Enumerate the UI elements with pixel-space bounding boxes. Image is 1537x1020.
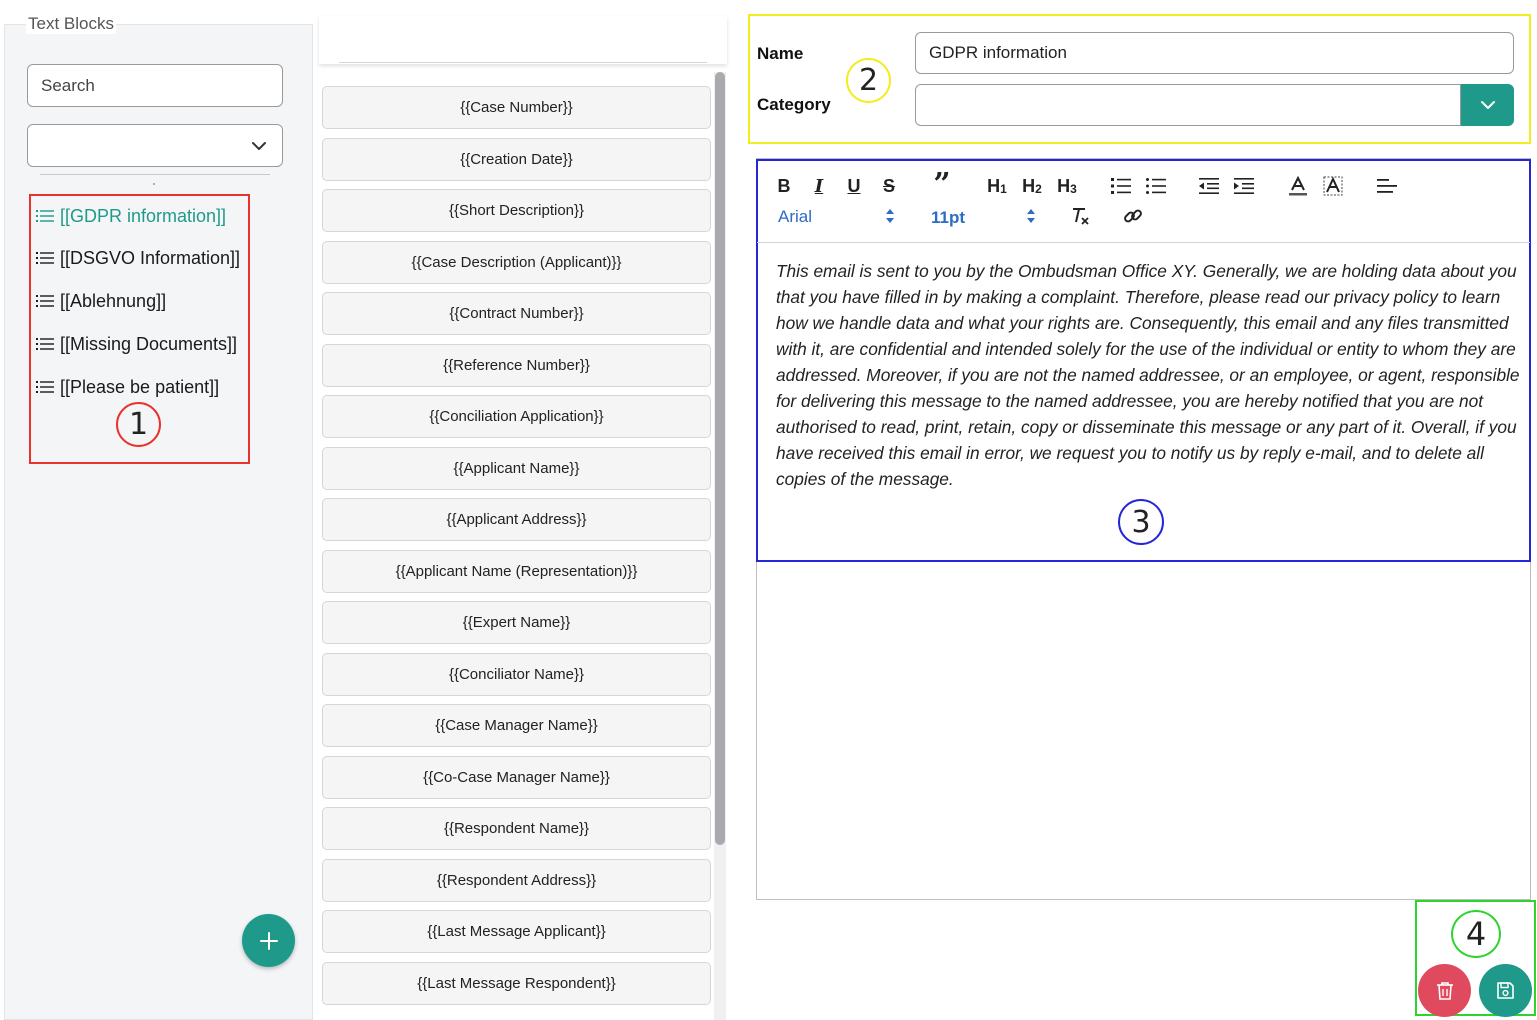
heading-1-label: H — [987, 175, 1001, 196]
toolbar-divider — [757, 242, 1530, 243]
text-block-label: [[Missing Documents]] — [60, 333, 238, 354]
placeholder-button[interactable]: {{Applicant Name}} — [322, 447, 711, 490]
placeholder-button[interactable]: {{Co-Case Manager Name}} — [322, 756, 711, 799]
divider-dot — [153, 183, 155, 185]
text-block-label: [[Ablehnung]] — [60, 290, 167, 311]
outdent-icon — [1199, 177, 1219, 195]
ordered-list-icon — [1111, 177, 1131, 195]
font-size-select[interactable]: 11pt — [931, 208, 966, 227]
italic-label: I — [814, 175, 824, 197]
placeholder-button[interactable]: {{Respondent Name}} — [322, 807, 711, 850]
placeholder-button[interactable]: {{Conciliation Application}} — [322, 395, 711, 438]
text-block-label: [[Please be patient]] — [60, 376, 220, 397]
text-block-item[interactable] — [36, 375, 219, 399]
list-icon — [36, 209, 54, 223]
delete-button[interactable] — [1418, 964, 1471, 1017]
bullet-list-icon — [1146, 177, 1166, 195]
heading-3-button[interactable] — [1054, 174, 1080, 198]
placeholder-button[interactable]: {{Applicant Address}} — [322, 498, 711, 541]
list-icon — [36, 251, 54, 265]
scrollbar-thumb[interactable] — [715, 72, 725, 845]
placeholder-button[interactable]: {{Expert Name}} — [322, 601, 711, 644]
add-text-block-button[interactable] — [242, 914, 295, 967]
blockquote-button[interactable] — [931, 166, 953, 202]
clear-format-icon — [1070, 206, 1090, 226]
category-filter-select[interactable] — [27, 124, 283, 167]
heading-3-sub: 3 — [1070, 182, 1077, 196]
panel-title: Text Blocks — [28, 14, 114, 33]
text-block-label: [[DSGVO Information]] — [60, 247, 241, 268]
category-input[interactable] — [915, 84, 1461, 126]
list-icon — [36, 294, 54, 308]
ordered-list-button[interactable] — [1110, 176, 1132, 196]
placeholder-button[interactable]: {{Last Message Applicant}} — [322, 910, 711, 953]
text-color-button[interactable] — [1287, 175, 1309, 197]
placeholder-button[interactable]: {{Respondent Address}} — [322, 859, 711, 902]
heading-1-sub: 1 — [1000, 182, 1007, 196]
select-arrows-icon[interactable] — [1027, 209, 1035, 223]
placeholder-button[interactable]: {{Short Description}} — [322, 189, 711, 232]
text-color-icon — [1288, 176, 1308, 196]
list-icon — [36, 337, 54, 351]
align-left-icon — [1377, 177, 1397, 195]
save-icon — [1496, 981, 1515, 1000]
divider — [339, 62, 707, 63]
trash-icon — [1436, 981, 1454, 1001]
heading-2-sub: 2 — [1035, 182, 1042, 196]
annotation-marker-2: 2 — [846, 58, 891, 103]
search-input[interactable] — [27, 64, 283, 107]
chevron-down-icon — [250, 137, 268, 155]
editor-content[interactable]: This email is sent to you by the Ombudsman Office XY. Generally, we are holding data about you that you have filled in by making a complaint. Therefore, please read our privacy policy to learn how we handle data and what your rights are. Consequently, this email and any files transmitted with it, are confidential and intended solely for the use of the individual or entity to whom they are addressed. Moreover, if you are not the named addressee, or an employee, or agent, responsible for delivering this message to the named addressee, you are hereby notified that you are not authorised to read, print, retain, copy or disseminate this message or any part of it. Overall, if you have received this email in error, we request you to notify us by reply e-mail, and to delete all copies of the message. — [776, 261, 1520, 489]
category-label: Category — [757, 95, 831, 114]
placeholder-button[interactable]: {{Applicant Name (Representation)}} — [322, 550, 711, 593]
clear-format-button[interactable] — [1069, 205, 1091, 227]
placeholder-button[interactable]: {{Contract Number}} — [322, 292, 711, 335]
annotation-marker-1: 1 — [116, 402, 161, 447]
placeholder-button[interactable]: {{Case Number}} — [322, 86, 711, 129]
save-button[interactable] — [1479, 964, 1532, 1017]
text-block-label: [[GDPR information]] — [60, 205, 227, 226]
font-family-select[interactable]: Arial — [778, 207, 813, 226]
text-block-item[interactable] — [36, 289, 166, 313]
name-label: Name — [757, 44, 804, 63]
highlight-icon — [1323, 176, 1343, 196]
outdent-button[interactable] — [1198, 176, 1220, 196]
category-dropdown-button[interactable] — [1461, 84, 1514, 126]
italic-button[interactable] — [809, 174, 829, 198]
strikethrough-button[interactable]: S — [882, 175, 895, 196]
list-icon — [36, 380, 54, 394]
bold-button[interactable]: B — [777, 175, 791, 196]
placeholder-button[interactable]: {{Conciliator Name}} — [322, 653, 711, 696]
placeholder-button[interactable]: {{Creation Date}} — [322, 138, 711, 181]
indent-icon — [1234, 177, 1254, 195]
heading-1-button[interactable] — [984, 174, 1010, 198]
text-block-item[interactable] — [36, 204, 226, 228]
placeholder-header — [319, 16, 727, 64]
insert-link-button[interactable] — [1122, 205, 1144, 227]
annotation-marker-4: 4 — [1451, 910, 1501, 958]
highlight-color-button[interactable] — [1322, 175, 1344, 197]
placeholder-button[interactable]: {{Reference Number}} — [322, 344, 711, 387]
placeholder-button[interactable]: {{Case Description (Applicant)}} — [322, 241, 711, 284]
text-block-item[interactable] — [36, 246, 240, 270]
plus-icon — [258, 930, 280, 952]
link-icon — [1123, 206, 1143, 226]
heading-2-button[interactable] — [1019, 174, 1045, 198]
select-arrows-icon[interactable] — [886, 209, 894, 223]
chevron-down-icon — [1479, 96, 1497, 114]
name-input[interactable] — [915, 32, 1514, 74]
heading-2-label: H — [1022, 175, 1036, 196]
indent-button[interactable] — [1233, 176, 1255, 196]
quote-icon: ” — [933, 166, 951, 202]
placeholder-button[interactable]: {{Last Message Respondent}} — [322, 962, 711, 1005]
align-button[interactable] — [1376, 176, 1398, 196]
divider — [40, 174, 270, 175]
underline-button[interactable]: U — [847, 175, 861, 196]
placeholder-button[interactable]: {{Case Manager Name}} — [322, 704, 711, 747]
heading-3-label: H — [1057, 175, 1071, 196]
bullet-list-button[interactable] — [1145, 176, 1167, 196]
annotation-marker-3: 3 — [1118, 499, 1164, 545]
text-block-item[interactable] — [36, 332, 237, 356]
